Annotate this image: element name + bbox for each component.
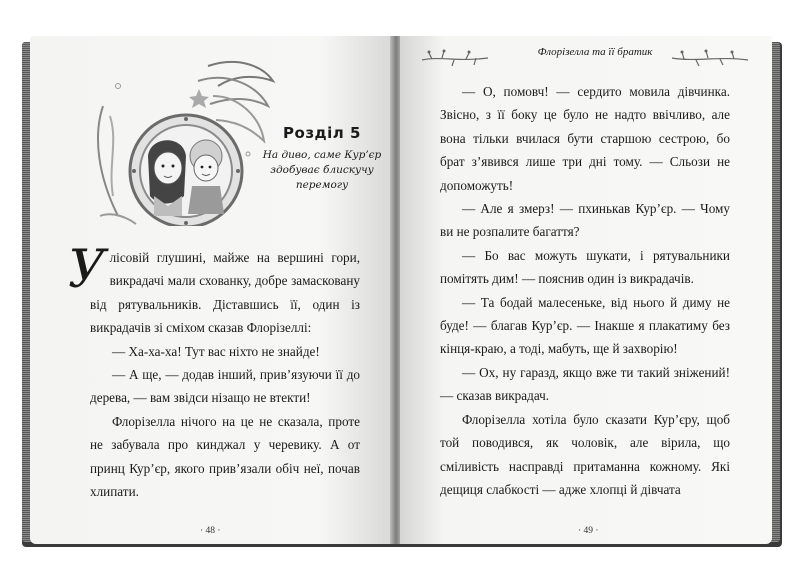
paragraph: — Ха-ха-ха! Тут вас ніхто не знайде! <box>112 343 320 359</box>
paragraph: — О, помовч! — сердито мовила дівчинка. Звісно, з її боку це було не надто ввічливо, але вона тільки вчилася бути старшою сестрою, бо брат з’явився лише три дні тому. — Сльози не допоможуть! <box>440 84 730 193</box>
chapter-subtitle: На диво, саме Кур’єр здобуває блискучу перемогу <box>262 149 382 191</box>
page-number-right: · 49 · <box>578 526 599 536</box>
porthole-illustration <box>88 46 278 226</box>
page-number-left: · 48 · <box>200 526 221 536</box>
chapter-title: Розділ 5 <box>283 124 361 142</box>
vine-ornament-right <box>670 48 750 70</box>
paragraph: — Та бодай малесеньке, від нього й диму не буде! — благав Кур’єр. — Інакше я плакатиму без кінця-краю, а тоді, мабуть, ще й захворію! <box>440 294 730 357</box>
running-head: Флорізелла та її братик <box>537 46 653 58</box>
open-book <box>30 36 772 546</box>
paragraph <box>68 240 360 340</box>
drop-cap: У <box>68 240 106 300</box>
right-page <box>400 36 772 544</box>
left-body-text <box>68 240 360 503</box>
right-body-text <box>440 80 730 501</box>
paragraph: Флорізелла нічого на це не сказала, проте не забувала про кинджал у черевику. А от принц Кур’єр, якого прив’язали обіч неї, почав хлипати. <box>90 413 360 500</box>
paragraph-text: лісовій глушині, майже на вершині гори, викрадачі мали схованку, добре замасковану від рятувальників. Діставшись її, один із викрадачів зі сміхом сказав Флорізеллі: <box>90 250 360 336</box>
paragraph: — А ще, — додав інший, прив’язуючи її до дерева, — вам звідси нізащо не втекти! <box>90 367 360 406</box>
paragraph: — Ох, ну гаразд, якщо вже ти такий зніжений! — сказав викрадач. <box>440 364 730 404</box>
left-page <box>30 36 392 544</box>
paragraph: — Але я змерз! — пхинькав Кур’єр. — Чому ви не розпалите багаття? <box>440 201 730 240</box>
paragraph: Флорізелла хотіла було сказати Кур’єру, щоб той поводився, як чоловік, але вірила, що сміливість насправді притаманна кожному. Які дещиця слабкості — адже хлопці й дівчата <box>440 411 730 497</box>
paragraph: — Бо вас можуть шукати, і рятувальники помітять дим! — пояснив один із викрадачів. <box>440 247 730 287</box>
